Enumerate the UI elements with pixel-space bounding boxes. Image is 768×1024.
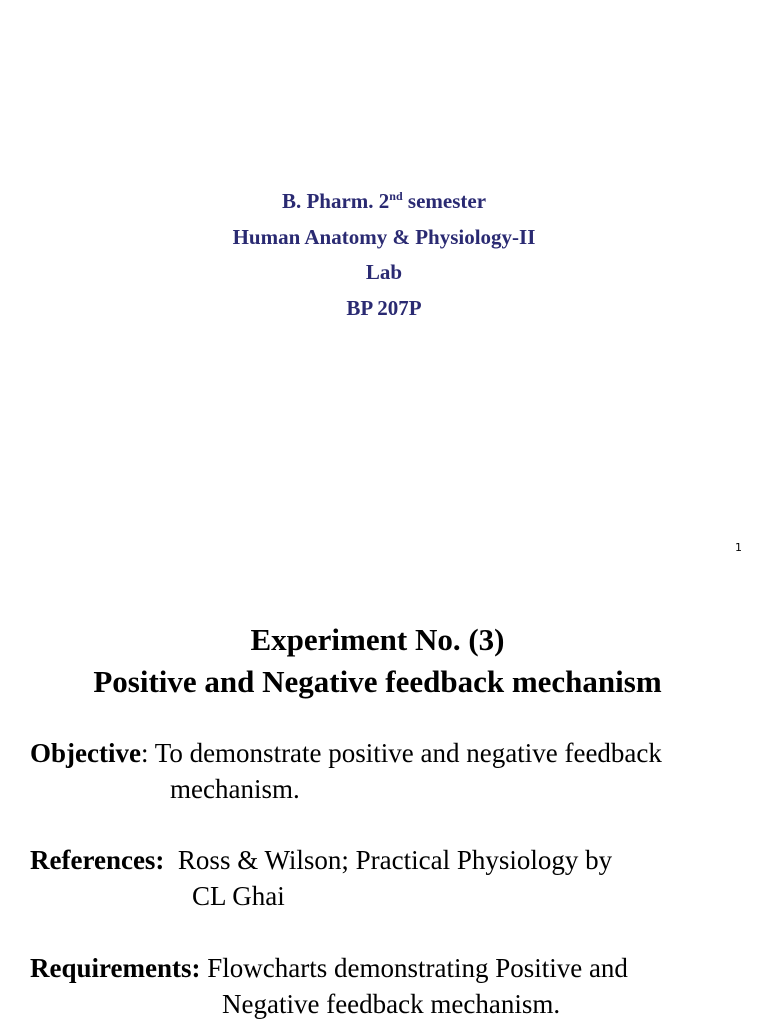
title-block <box>0 184 768 326</box>
references-label: References: <box>30 845 165 875</box>
objective-field <box>30 736 662 807</box>
subject-line: Human Anatomy & Physiology-II <box>232 224 536 249</box>
course-suffix: semester <box>402 189 487 213</box>
slide-2 <box>0 575 768 1024</box>
page-number: 1 <box>735 541 742 554</box>
experiment-heading <box>0 619 755 703</box>
code-line: BP 207P <box>346 295 422 320</box>
references-text-line2: CL Ghai <box>192 880 285 911</box>
objective-text-line1: : To demonstrate positive and negative feedback <box>140 738 662 768</box>
experiment-subtitle: Positive and Negative feedback mechanism <box>93 664 662 699</box>
requirements-text-line1: Flowcharts demonstrating Positive and <box>200 953 628 983</box>
requirements-field <box>30 951 628 1022</box>
course-prefix: B. Pharm. 2 <box>281 189 390 213</box>
course-superscript: nd <box>389 189 403 203</box>
objective-text-line2: mechanism. <box>170 773 300 804</box>
requirements-text-line2: Negative feedback mechanism. <box>222 988 561 1019</box>
objective-label: Objective <box>30 738 141 768</box>
requirements-label: Requirements: <box>30 953 201 983</box>
references-text-line1: Ross & Wilson; Practical Physiology by <box>164 845 613 875</box>
type-line: Lab <box>365 260 403 284</box>
experiment-title: Experiment No. (3) <box>250 622 505 657</box>
course-line <box>0 184 768 220</box>
references-field <box>30 843 612 914</box>
